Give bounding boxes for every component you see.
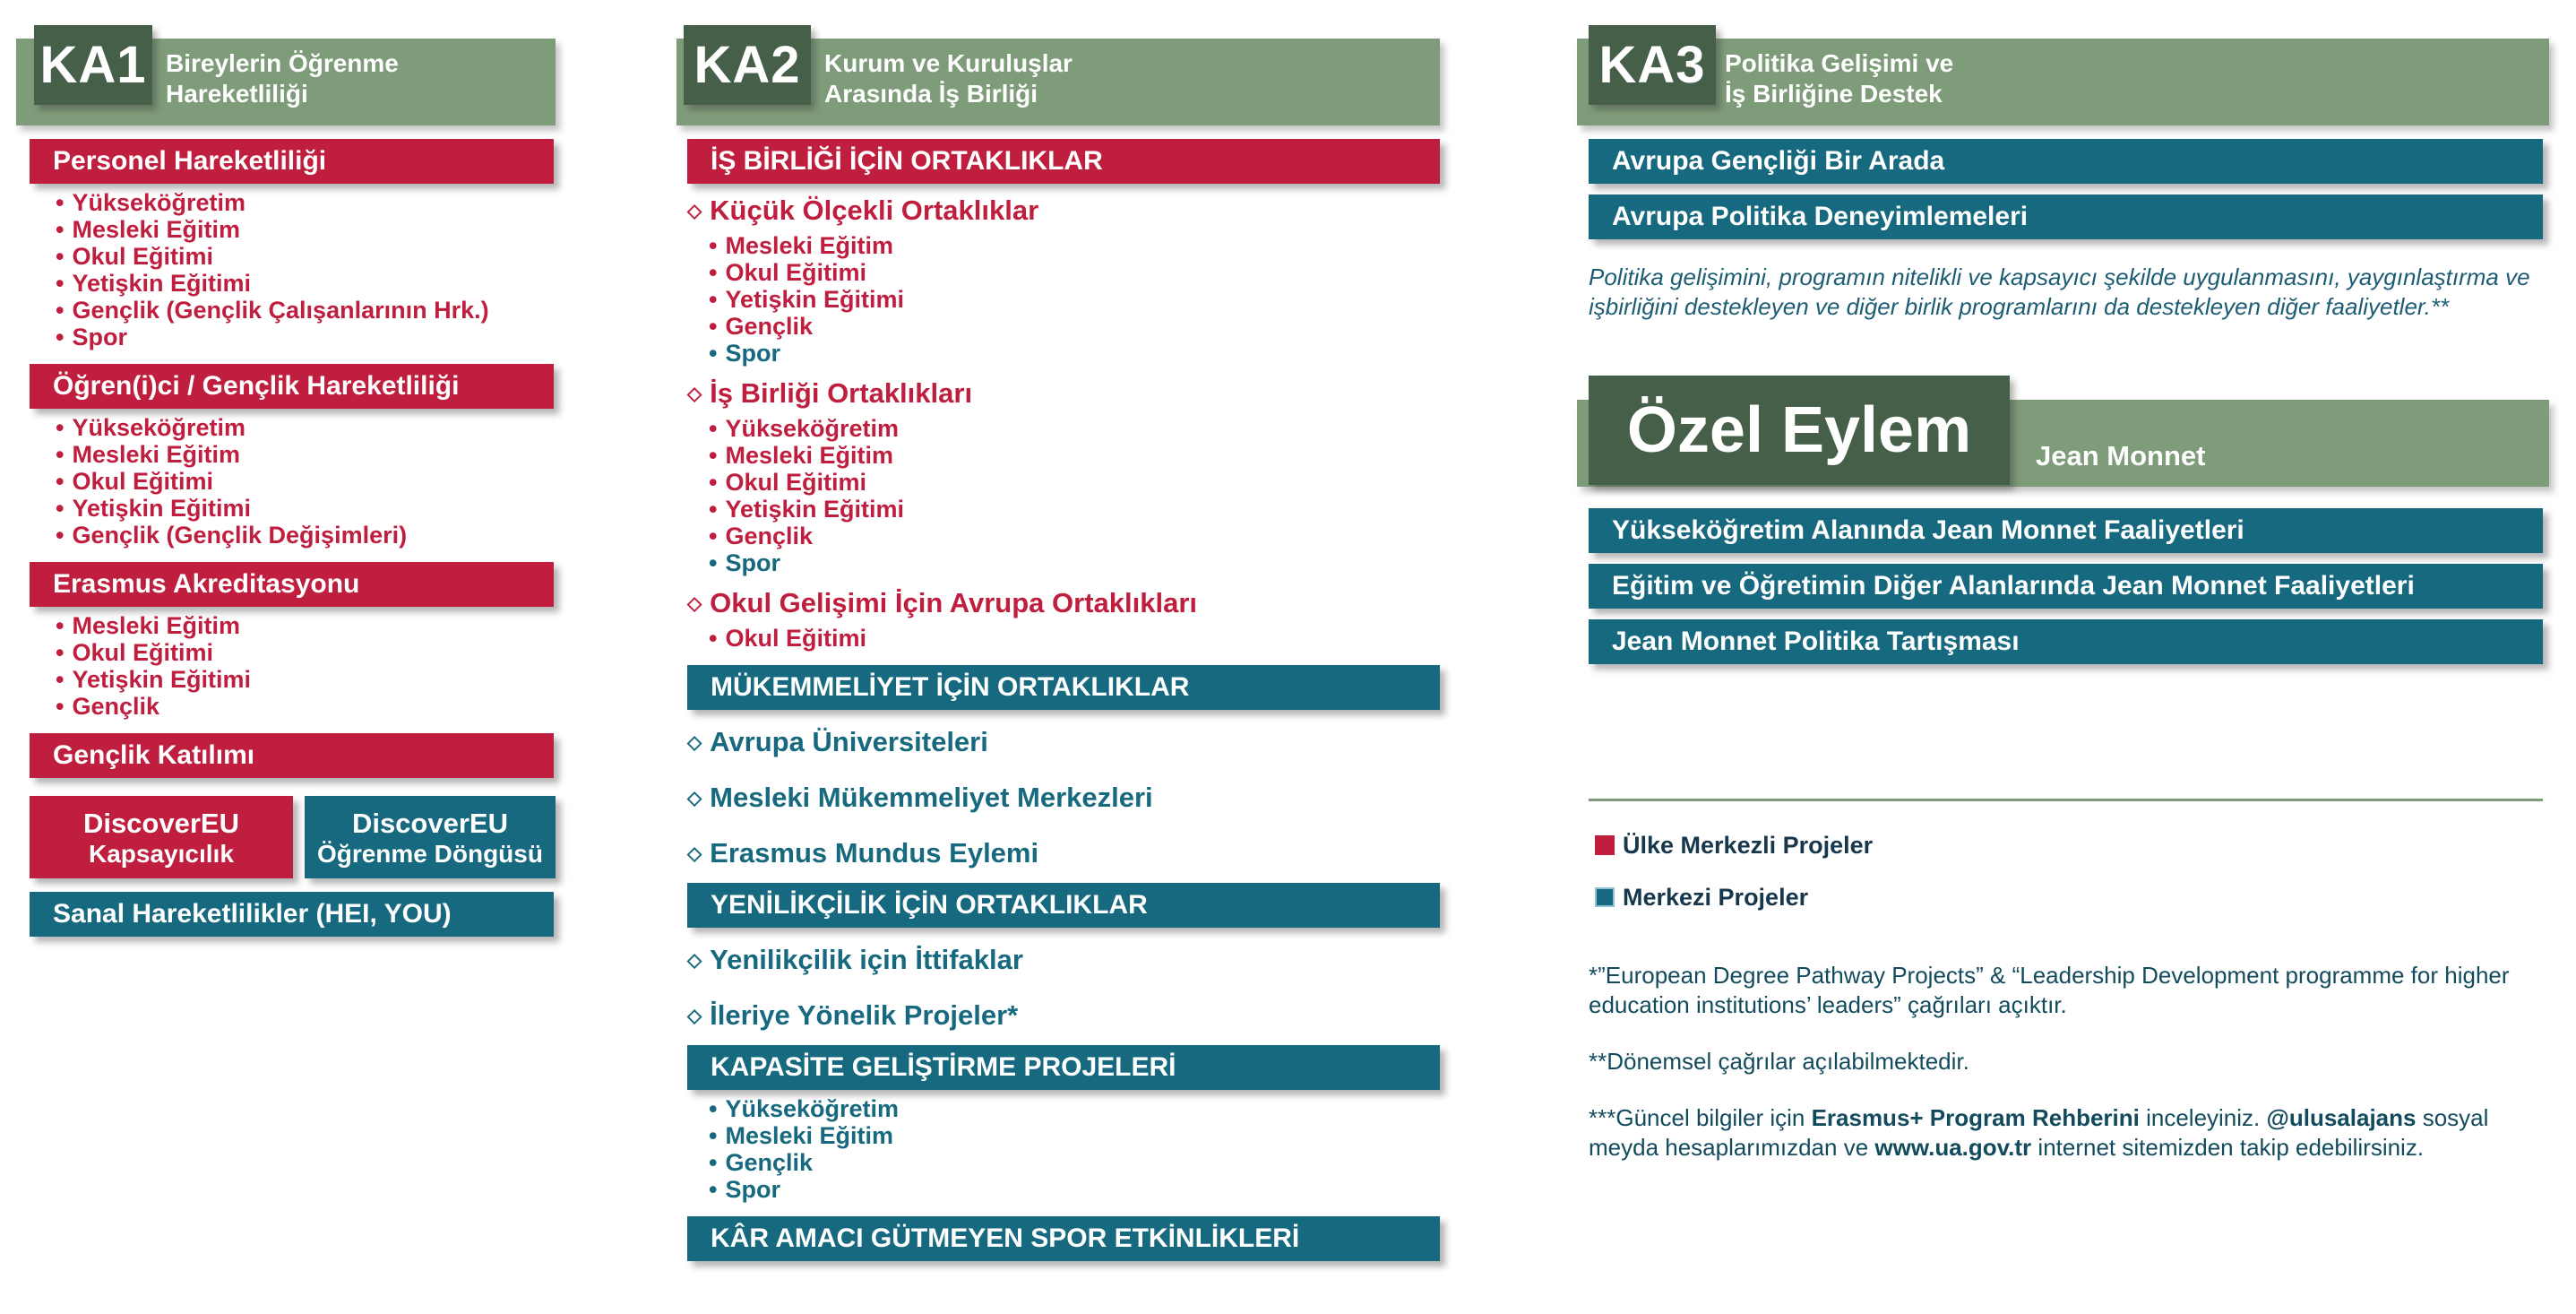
legend-swatch-red: [1595, 835, 1615, 855]
bullet-icon: •: [56, 243, 65, 270]
diamond-label: Avrupa Üniversiteleri: [710, 726, 988, 757]
diamond-group: [676, 944, 1440, 1032]
bullet-label: Mesleki Eğitim: [72, 441, 241, 468]
section-banner: [30, 562, 554, 607]
banner-label: Avrupa Politika Deneyimlemeleri: [1612, 202, 2029, 231]
column-header: [1577, 0, 2549, 125]
bullet-list: [676, 625, 1440, 652]
diamond-label: İş Birliği Ortaklıkları: [710, 377, 973, 409]
ka-subtitle-line: Hareketliliği: [166, 80, 308, 108]
ka-badge-label: KA3: [1598, 36, 1706, 94]
discovereu-box-title: DiscoverEU: [82, 808, 239, 839]
bullet-icon: •: [709, 442, 718, 469]
bullet-item: [56, 297, 556, 324]
diamond-icon: ◇: [687, 950, 702, 971]
diamond-icon: ◇: [687, 384, 702, 404]
footnote-text: **Dönemsel çağrılar açılabilmektedir.: [1589, 1048, 1969, 1075]
diamond-label: İleriye Yönelik Projeler*: [710, 999, 1019, 1031]
column-header: [676, 0, 1440, 125]
bullet-item: [709, 549, 1440, 576]
footnote: [1589, 1047, 2540, 1076]
bullet-label: Yetişkin Eğitimi: [725, 496, 905, 523]
bullet-item: [56, 612, 556, 639]
legend-swatch-teal: [1595, 887, 1615, 907]
bullet-icon: •: [56, 495, 65, 522]
discovereu-boxes: [30, 796, 556, 878]
bullet-icon: •: [709, 1122, 718, 1149]
bullet-label: Yükseköğretim: [725, 415, 900, 442]
bullet-icon: •: [56, 324, 65, 350]
bullet-label: Yükseköğretim: [72, 189, 246, 216]
diamond-item: [676, 837, 1440, 869]
diamond-label: Erasmus Mundus Eylemi: [710, 837, 1039, 869]
legend-item: [1595, 831, 2549, 859]
bullet-item: [709, 523, 1440, 549]
bullet-item: [709, 1176, 1440, 1203]
ka-badge: [1589, 25, 1716, 105]
banner-label: Eğitim ve Öğretimin Diğer Alanlarında Jean Monnet Faaliyetleri: [1612, 571, 2415, 601]
section-banner: [687, 883, 1440, 928]
diamond-icon: ◇: [687, 788, 702, 808]
legend-item: [1595, 883, 2549, 911]
intro-paragraph: Politika gelişimini, programın nitelikli ve kapsayıcı şekilde uygulanmasını, yaygınlaştırma ve işbirliğini destekleyen ve diğer birlik programlarını da destekleyen diğer faaliyetler.**: [1589, 264, 2530, 320]
bullet-icon: •: [709, 259, 718, 286]
footnote-text: ***Güncel bilgiler için: [1589, 1104, 1812, 1131]
diamond-label: Küçük Ölçekli Ortaklıklar: [710, 195, 1039, 226]
bullet-icon: •: [56, 666, 65, 693]
bullet-label: Okul Eğitimi: [725, 625, 866, 652]
bullet-icon: •: [56, 522, 65, 549]
bullet-item: [56, 522, 556, 549]
bullet-item: [709, 415, 1440, 442]
footnote: [1589, 1103, 2540, 1163]
section-banner: [1589, 195, 2543, 239]
bullet-item: [56, 243, 556, 270]
diamond-item: [676, 377, 1440, 410]
column-ka2: [676, 0, 1440, 1261]
footnote-text: www.ua.gov.tr: [1874, 1134, 2032, 1161]
bullet-icon: •: [56, 639, 65, 666]
bullet-icon: •: [709, 415, 718, 442]
banner-label: Yükseköğretim Alanında Jean Monnet Faaliyetleri: [1612, 515, 2244, 545]
section-banner: [1589, 564, 2543, 609]
bullet-label: Gençlik (Gençlik Çalışanlarının Hrk.): [72, 297, 489, 324]
bullet-item: [56, 414, 556, 441]
bullet-item: [709, 259, 1440, 286]
section-banner: [687, 665, 1440, 710]
bullet-icon: •: [709, 340, 718, 367]
ka-subtitle: [166, 48, 399, 109]
bullet-label: Spor: [72, 324, 127, 350]
ka-subtitle-line: Kurum ve Kuruluşlar: [824, 49, 1073, 77]
diamond-label: Okul Gelişimi İçin Avrupa Ortaklıkları: [710, 587, 1198, 618]
footnote-text: internet sitemizden takip edebilirsiniz.: [2031, 1134, 2425, 1161]
header-band: [1577, 39, 2549, 125]
bullet-label: Gençlik (Gençlik Değişimleri): [72, 522, 408, 549]
bullet-icon: •: [56, 441, 65, 468]
banner-label: KAPASİTE GELİŞTİRME PROJELERİ: [711, 1052, 1176, 1082]
discovereu-box-title: DiscoverEU: [351, 808, 508, 839]
divider-line: [1589, 799, 2543, 801]
section-banner: [30, 364, 554, 409]
bullet-item: [709, 1095, 1440, 1122]
bullet-label: Mesleki Eğitim: [72, 612, 241, 639]
bullet-icon: •: [709, 496, 718, 523]
diamond-item: [676, 195, 1440, 227]
bullet-list: [676, 232, 1440, 367]
banner-label: Gençlik Katılımı: [53, 740, 255, 770]
bullet-icon: •: [56, 216, 65, 243]
legend-label: Merkezi Projeler: [1623, 883, 1809, 911]
bullet-label: Gençlik: [725, 313, 813, 340]
bullet-icon: •: [709, 549, 718, 576]
footnote-text: Erasmus+ Program Rehberini: [1811, 1104, 2140, 1131]
section-banner: [1589, 508, 2543, 553]
discovereu-box-subtitle: Öğrenme Döngüsü: [316, 840, 543, 868]
ozel-eylem-title: Özel Eylem: [1626, 394, 1972, 466]
ka-subtitle-line: Arasında İş Birliği: [824, 80, 1038, 108]
bullet-label: Spor: [725, 549, 780, 576]
diamond-icon: ◇: [687, 1006, 702, 1026]
section-banner: [687, 1216, 1440, 1261]
discovereu-box: [305, 796, 556, 878]
ozel-eylem-box: [1589, 376, 2010, 485]
banner-label: Sanal Hareketlilikler (HEI, YOU): [53, 899, 452, 929]
bullet-item: [709, 232, 1440, 259]
bullet-icon: •: [709, 232, 718, 259]
column-header: [16, 0, 556, 125]
bullet-icon: •: [56, 612, 65, 639]
bullet-label: Gençlik: [72, 693, 159, 720]
diamond-icon: ◇: [687, 843, 702, 864]
banner-label: İŞ BİRLİĞİ İÇİN ORTAKLIKLAR: [711, 146, 1103, 176]
bullet-item: [709, 469, 1440, 496]
bullet-item: [709, 313, 1440, 340]
bullet-item: [56, 666, 556, 693]
diamond-icon: ◇: [687, 732, 702, 753]
diamond-group: [676, 726, 1440, 869]
bullet-label: Mesleki Eğitim: [725, 232, 894, 259]
bullet-label: Okul Eğitimi: [72, 639, 213, 666]
bullet-item: [709, 442, 1440, 469]
ka-subtitle: [824, 48, 1073, 109]
ka-subtitle-line: Politika Gelişimi ve: [1725, 49, 1954, 77]
bullet-icon: •: [56, 189, 65, 216]
section-banner: [1589, 619, 2543, 664]
bullet-label: Yükseköğretim: [725, 1095, 900, 1122]
bullet-label: Okul Eğitimi: [725, 469, 866, 496]
bullet-item: [709, 1122, 1440, 1149]
bullet-label: Mesleki Eğitim: [725, 442, 894, 469]
ka-badge-label: KA2: [694, 36, 801, 94]
bullet-item: [709, 625, 1440, 652]
footnote-text: inceleyiniz.: [2139, 1104, 2267, 1131]
banner-label: Avrupa Gençliği Bir Arada: [1612, 146, 1945, 176]
diamond-item: [676, 944, 1440, 976]
column-ka1: [16, 0, 556, 937]
bullet-label: Yetişkin Eğitimi: [72, 270, 252, 297]
bullet-icon: •: [709, 1176, 718, 1203]
footnote-text: @ulusalajans: [2266, 1104, 2417, 1131]
bullet-label: Yetişkin Eğitimi: [72, 666, 252, 693]
bullet-list: [16, 414, 556, 549]
section-banner: [687, 139, 1440, 184]
bullet-icon: •: [56, 468, 65, 495]
bullet-item: [56, 324, 556, 350]
bullet-item: [56, 693, 556, 720]
bullet-label: Mesleki Eğitim: [725, 1122, 894, 1149]
bullet-label: Okul Eğitimi: [72, 243, 213, 270]
bullet-label: Spor: [725, 340, 780, 367]
ozel-eylem-header: [1577, 376, 2549, 487]
bullet-list: [16, 189, 556, 350]
section-banner: [687, 1045, 1440, 1090]
bullet-item: [709, 286, 1440, 313]
ka-badge: [684, 25, 811, 105]
diamond-icon: ◇: [687, 593, 702, 614]
ka-subtitle: [1725, 48, 1953, 109]
bullet-label: Okul Eğitimi: [725, 259, 866, 286]
bullet-item: [56, 189, 556, 216]
jean-monnet-tag: Jean Monnet: [2036, 440, 2206, 471]
section-banner: [30, 139, 554, 184]
legend-label: Ülke Merkezli Projeler: [1623, 831, 1874, 859]
diamond-label: Yenilikçilik için İttifaklar: [710, 944, 1023, 975]
diamond-label: Mesleki Mükemmeliyet Merkezleri: [710, 782, 1153, 813]
banner-label: Erasmus Akreditasyonu: [53, 569, 360, 599]
ka-subtitle-line: Bireylerin Öğrenme: [166, 49, 399, 77]
ka-subtitle-line: İş Birliğine Destek: [1725, 80, 1943, 108]
diamond-item: [676, 999, 1440, 1032]
footnote-text: sosyal meyda hesaplarımızdan ve: [1589, 1104, 2489, 1161]
bullet-item: [56, 495, 556, 522]
bullet-item: [56, 270, 556, 297]
banner-label: MÜKEMMELİYET İÇİN ORTAKLIKLAR: [711, 672, 1190, 702]
banner-label: Jean Monnet Politika Tartışması: [1612, 627, 2020, 656]
bullet-item: [709, 1149, 1440, 1176]
bullet-icon: •: [709, 469, 718, 496]
bullet-list: [16, 612, 556, 720]
section-banner: [1589, 139, 2543, 184]
ka-badge-label: KA1: [39, 36, 147, 94]
bullet-label: Spor: [725, 1176, 780, 1203]
bullet-item: [56, 216, 556, 243]
discovereu-box-subtitle: Kapsayıcılık: [89, 840, 234, 868]
banner-label: KÂR AMACI GÜTMEYEN SPOR ETKİNLİKLERİ: [711, 1223, 1300, 1253]
bullet-item: [709, 496, 1440, 523]
bullet-icon: •: [56, 270, 65, 297]
footnote-text: *”European Degree Pathway Projects” & “Leadership Development programme for higher education institutions’ leaders” çağrıları açıktır.: [1589, 962, 2510, 1018]
bullet-label: Yetişkin Eğitimi: [72, 495, 252, 522]
diamond-item: [676, 587, 1440, 619]
bullet-icon: •: [709, 286, 718, 313]
bullet-label: Yetişkin Eğitimi: [725, 286, 905, 313]
bullet-label: Okul Eğitimi: [72, 468, 213, 495]
column-ka3: [1577, 0, 2549, 1163]
banner-label: Öğren(i)ci / Gençlik Hareketliliği: [53, 371, 460, 401]
bullet-list: [676, 415, 1440, 576]
legend: [1595, 831, 2549, 911]
bullet-icon: •: [709, 1149, 718, 1176]
bullet-icon: •: [709, 523, 718, 549]
bullet-icon: •: [56, 693, 65, 720]
bullet-label: Yükseköğretim: [72, 414, 246, 441]
discovereu-box: [30, 796, 293, 878]
diamond-item: [676, 782, 1440, 814]
bullet-list: [676, 1095, 1440, 1203]
ka-badge: [34, 25, 152, 105]
banner-label: YENİLİKÇİLİK İÇİN ORTAKLIKLAR: [711, 890, 1148, 920]
bullet-item: [709, 340, 1440, 367]
footnote: [1589, 961, 2540, 1020]
bullet-label: Gençlik: [725, 523, 813, 549]
bullet-item: [56, 639, 556, 666]
bullet-label: Mesleki Eğitim: [72, 216, 241, 243]
bullet-icon: •: [709, 1095, 718, 1122]
banner-label: Personel Hareketliliği: [53, 146, 327, 176]
diamond-item: [676, 726, 1440, 758]
bullet-item: [56, 441, 556, 468]
section-banner: [30, 733, 554, 778]
diamond-icon: ◇: [687, 201, 702, 221]
bullet-item: [56, 468, 556, 495]
section-banner: [30, 892, 554, 937]
bullet-icon: •: [56, 414, 65, 441]
bullet-icon: •: [709, 313, 718, 340]
bullet-label: Gençlik: [725, 1149, 813, 1176]
bullet-icon: •: [56, 297, 65, 324]
bullet-icon: •: [709, 625, 718, 652]
